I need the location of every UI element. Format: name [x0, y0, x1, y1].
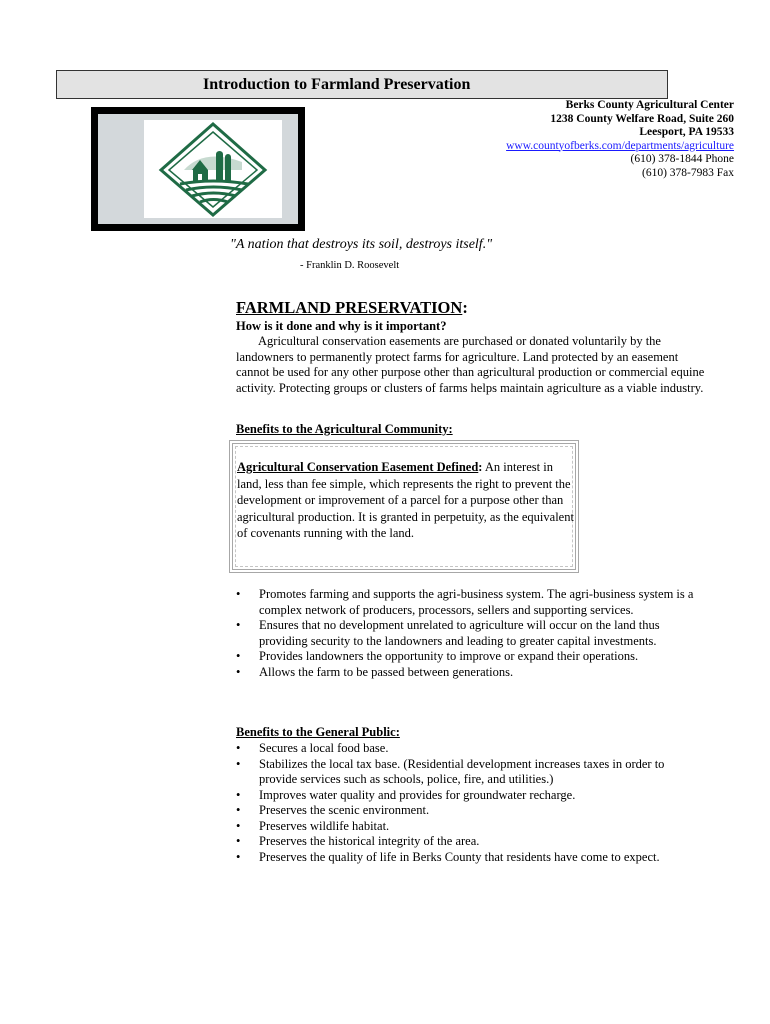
list-item	[236, 649, 696, 665]
bullet-icon: •	[236, 818, 241, 833]
page-title: Introduction to Farmland Preservation	[56, 70, 668, 99]
list-item-text: Secures a local food base.	[259, 741, 389, 755]
public-benefits-list	[236, 741, 696, 865]
logo-panel	[98, 114, 298, 224]
list-item-text: Stabilizes the local tax base. (Residential development increases taxes in order to provide services such as schools, police, fire, and utilities.)	[259, 756, 665, 786]
street-address: 1238 County Welfare Road, Suite 260	[550, 112, 734, 125]
definition-text	[237, 459, 579, 542]
list-item	[236, 788, 696, 804]
list-item	[236, 757, 696, 788]
list-item	[236, 741, 696, 757]
ag-benefits-list	[236, 587, 696, 680]
list-item	[236, 803, 696, 819]
org-name: Berks County Agricultural Center	[565, 99, 734, 111]
list-item-text: Allows the farm to be passed between generations.	[259, 664, 514, 679]
definition-callout	[229, 440, 579, 573]
section-subheading: How is it done and why is it important?	[236, 319, 447, 333]
list-item	[236, 618, 696, 649]
public-benefits-heading: Benefits to the General Public:	[236, 725, 400, 739]
ag-benefits-heading: Benefits to the Agricultural Community:	[236, 422, 453, 436]
bullet-icon: •	[236, 664, 241, 679]
list-item-text: Preserves the historical integrity of the area.	[259, 834, 480, 848]
list-item	[236, 850, 696, 866]
bullet-icon: •	[236, 849, 241, 864]
list-item-text: Improves water quality and provides for groundwater recharge.	[259, 787, 576, 802]
logo-frame	[91, 107, 305, 231]
list-item	[236, 587, 696, 618]
section-heading-colon: :	[462, 298, 468, 317]
list-item-text: Preserves the quality of life in Berks County that residents have come to expect.	[259, 849, 660, 864]
bullet-icon: •	[236, 834, 241, 848]
website-link[interactable]: www.countyofberks.com/departments/agriculture	[506, 139, 734, 152]
bullet-icon: •	[236, 741, 241, 755]
fax-number: (610) 378-7983 Fax	[642, 166, 734, 179]
farm-logo-icon	[144, 120, 282, 218]
section-heading	[236, 298, 468, 318]
quote-author: - Franklin D. Roosevelt	[300, 260, 400, 271]
list-item	[236, 819, 696, 835]
bullet-icon: •	[236, 803, 241, 817]
bullet-icon: •	[236, 787, 241, 802]
quote-text: "A nation that destroys its soil, destroys itself."	[230, 237, 493, 252]
phone-number: (610) 378-1844 Phone	[630, 153, 734, 165]
section-heading-text: FARMLAND PRESERVATION	[236, 298, 463, 317]
bullet-icon: •	[236, 618, 241, 632]
definition-body: An interest in land, less than fee simple, which represents the right to prevent the development or improvement of a parcel for a purpose other than agricultural production. It is granted in perpetuity, as the equivalent of covenants running with the land.	[237, 460, 574, 540]
list-item	[236, 834, 696, 850]
bullet-icon: •	[236, 649, 241, 663]
intro-paragraph: Agricultural conservation easements are purchased or donated voluntarily by the landowners to permanently protect farms for agriculture. Land protected by an easement cannot be used for any other purpose other than agricultural production or commercial equine activity. Protecting groups or clusters of farms helps maintain agriculture as a viable industry.	[236, 334, 705, 395]
bullet-icon: •	[236, 587, 241, 601]
definition-term: Agricultural Conservation Easement Defined	[237, 460, 479, 474]
city-state-zip: Leesport, PA 19533	[639, 126, 734, 138]
list-item	[236, 665, 696, 681]
address-block	[506, 99, 734, 180]
definition-colon: :	[478, 460, 483, 474]
list-item-text: Promotes farming and supports the agri-business system. The agri-business system is a complex network of producers, processors, sellers and supporting services.	[259, 587, 694, 617]
list-item-text: Ensures that no development unrelated to agriculture will occur on the land thus providing security to the landowners and leading to greater capital investments.	[259, 618, 660, 648]
list-item-text: Provides landowners the opportunity to improve or expand their operations.	[259, 649, 639, 663]
bullet-icon: •	[236, 756, 241, 771]
logo-card	[144, 120, 282, 218]
list-item-text: Preserves the scenic environment.	[259, 803, 430, 817]
list-item-text: Preserves wildlife habitat.	[259, 818, 390, 833]
